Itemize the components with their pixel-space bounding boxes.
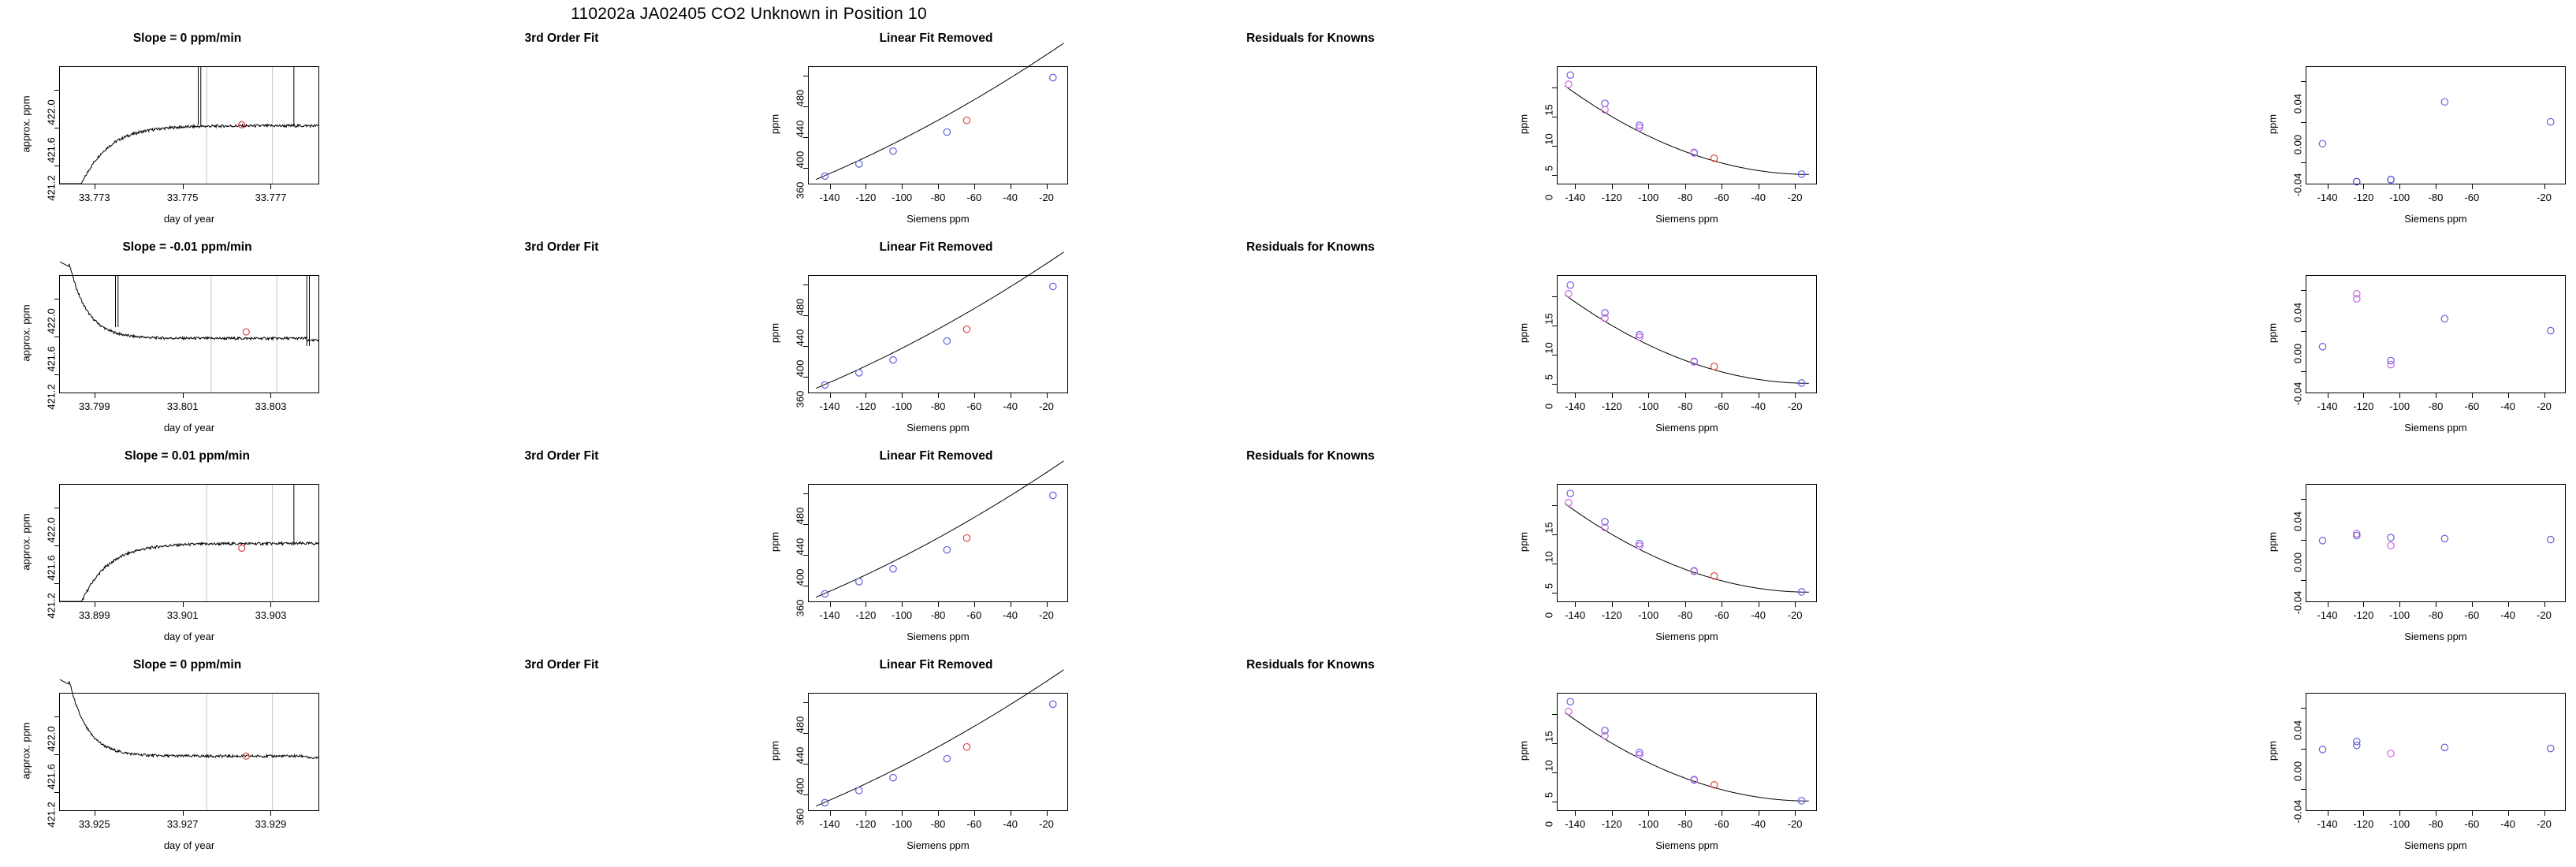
linear-removed-xtickmark [1612,393,1613,398]
linear-removed-xtick-label: -40 [1751,609,1766,621]
linear-removed-xaxis-label: Siemens ppm [1655,631,1718,642]
fit-ytick-label: 480 [794,716,806,734]
residuals-xtickmark [2363,602,2364,607]
residuals-xtick-label: -80 [2428,818,2444,830]
timeseries-xtick-label: 33.773 [78,192,110,203]
residuals-xtickmark [2399,811,2400,816]
residuals-xtickmark [2472,184,2473,189]
linear-removed-xtick-label: -120 [1601,400,1622,412]
linear-removed-xaxis-label: Siemens ppm [1655,839,1718,851]
residuals-xtickmark [2399,184,2400,189]
fit-ytick-label: 400 [794,359,806,377]
fit-xtick-label: -40 [1003,609,1018,621]
residuals-xtickmark [2472,393,2473,398]
residuals-xtick-label: -60 [2464,818,2480,830]
residuals-yaxis-label: ppm [2266,113,2279,135]
fit-xtick-label: -80 [930,609,946,621]
fit-xtick-label: -60 [966,192,982,203]
linear-removed-xtick-label: -20 [1787,192,1803,203]
timeseries-xtick-label: 33.801 [166,400,199,412]
linear-removed-xtick-label: -100 [1638,400,1659,412]
timeseries-plot-area [59,275,319,393]
fit-ytick-label: 360 [794,390,806,407]
linear-removed-ytick-label: 10 [1543,342,1555,354]
timeseries-ytick-label: 421.2 [45,384,58,410]
timeseries-xtick-label: 33.925 [78,818,110,830]
fit-ytick-label: 440 [794,538,806,555]
linear-removed-plot-area [1557,275,1817,393]
residuals-xtick-label: -100 [2389,192,2410,203]
linear-removed-xtickmark [1612,811,1613,816]
timeseries-ytick-label: 421.2 [45,175,58,201]
residuals-ytick-label: 0.04 [2291,303,2304,323]
linear-removed-xtick-label: -100 [1638,609,1659,621]
residuals-title: Residuals for Knowns [1246,449,1375,463]
residuals-yaxis-label: ppm [2266,740,2279,761]
linear-removed-title: Linear Fit Removed [879,658,993,672]
fit-xtick-label: -60 [966,818,982,830]
linear-removed-ytick-label: 15 [1543,312,1555,325]
linear-removed-xtick-label: -80 [1677,818,1693,830]
linear-removed-yaxis-label: ppm [1517,322,1530,344]
residuals-xtickmark [2399,393,2400,398]
linear-removed-plot-area [1557,693,1817,811]
fit-xtick-label: -20 [1039,609,1054,621]
linear-removed-xtickmark [1648,602,1649,607]
linear-removed-yaxis-label: ppm [1517,740,1530,761]
fit-ytick-label: 400 [794,777,806,794]
linear-removed-xtick-label: -100 [1638,818,1659,830]
residuals-xtickmark [2399,602,2400,607]
residuals-yaxis-label: ppm [2266,322,2279,344]
timeseries-xtick-label: 33.929 [255,818,287,830]
linear-removed-yaxis-label: ppm [1517,113,1530,135]
fit-xaxis-label: Siemens ppm [906,631,970,642]
linear-removed-ytick-label: 5 [1543,165,1555,172]
residuals-xtick-label: -80 [2428,192,2444,203]
residuals-xtick-label: -140 [2317,400,2338,412]
residuals-xtick-label: -60 [2464,400,2480,412]
linear-removed-xtickmark [1648,184,1649,189]
residuals-plot-area [2306,484,2566,602]
fit-yaxis-label: ppm [769,113,781,135]
linear-removed-xtick-label: -120 [1601,192,1622,203]
fit-xtick-label: -60 [966,609,982,621]
residuals-xtickmark [2363,393,2364,398]
timeseries-xtickmark [270,393,271,398]
residuals-ytick-label: 0.00 [2291,552,2304,572]
residuals-xaxis-label: Siemens ppm [2404,422,2467,434]
fit-ytick-label: 480 [794,298,806,316]
linear-removed-ytick-label: 5 [1543,791,1555,798]
timeseries-ytick-label: 421.6 [45,764,58,790]
fit-yaxis-label: ppm [769,322,781,344]
linear-removed-xtick-label: -60 [1714,192,1729,203]
residuals-xtick-label: -20 [2537,192,2552,203]
timeseries-plot-area [59,693,319,811]
linear-removed-ytick-label: 10 [1543,760,1555,772]
residuals-xtick-label: -40 [2500,609,2516,621]
timeseries-yaxis-label: approx. ppm [20,95,32,153]
residuals-xtickmark [2508,602,2509,607]
residuals-xtickmark [2544,184,2545,189]
residuals-xtick-label: -60 [2464,609,2480,621]
timeseries-xtickmark [270,811,271,816]
residuals-xtickmark [2544,811,2545,816]
timeseries-ytick-label: 421.2 [45,802,58,828]
linear-removed-xtickmark [1795,184,1796,189]
residuals-xtick-label: -120 [2353,400,2374,412]
fit-title: 3rd Order Fit [524,658,599,672]
linear-removed-ytick-label: 10 [1543,551,1555,563]
linear-removed-title: Linear Fit Removed [879,449,993,463]
residuals-xtick-label: -40 [2500,400,2516,412]
linear-removed-xtickmark [1795,602,1796,607]
linear-removed-xtick-label: -140 [1565,818,1586,830]
residuals-xtick-label: -100 [2389,609,2410,621]
timeseries-title: Slope = -0.01 ppm/min [122,240,252,254]
residuals-ytick-label: -0.04 [2291,381,2304,406]
timeseries-xtickmark [183,393,184,398]
linear-removed-xtickmark [1685,184,1686,189]
residuals-title: Residuals for Knowns [1246,658,1375,672]
linear-removed-ytick-label: 0 [1543,612,1555,619]
linear-removed-ytick-label: 15 [1543,730,1555,742]
fit-ytick-label: 480 [794,89,806,107]
residuals-xtickmark [2363,184,2364,189]
linear-removed-xtick-label: -140 [1565,192,1586,203]
timeseries-xtick-label: 33.775 [166,192,199,203]
residuals-ytick-label: 0.00 [2291,761,2304,781]
fit-xtick-label: -100 [892,400,913,412]
linear-removed-xtickmark [1648,811,1649,816]
residuals-ytick-label: 0.04 [2291,720,2304,741]
linear-removed-xtick-label: -80 [1677,192,1693,203]
fit-yaxis-label: ppm [769,740,781,761]
fit-xtick-label: -80 [930,192,946,203]
linear-removed-xtickmark [1575,811,1576,816]
fit-ytick-label: 480 [794,507,806,525]
linear-removed-ytick-label: 0 [1543,195,1555,201]
residuals-xtick-label: -80 [2428,609,2444,621]
linear-removed-ytick-label: 10 [1543,133,1555,145]
residuals-xtickmark [2544,602,2545,607]
panel-grid [0,28,2552,864]
timeseries-ytick-label: 421.6 [45,346,58,372]
residuals-xtickmark [2508,393,2509,398]
fit-xtick-label: -140 [819,400,840,412]
timeseries-ytick-label: 422.0 [45,99,58,125]
timeseries-xaxis-label: day of year [163,213,215,225]
linear-removed-xtickmark [1612,602,1613,607]
linear-removed-xtickmark [1795,811,1796,816]
timeseries-xtick-label: 33.903 [255,609,287,621]
residuals-ytick-label: 0.04 [2291,94,2304,114]
linear-removed-xtick-label: -140 [1565,400,1586,412]
timeseries-xaxis-label: day of year [163,631,215,642]
timeseries-xtick-label: 33.901 [166,609,199,621]
linear-removed-xaxis-label: Siemens ppm [1655,422,1718,434]
timeseries-ytick-label: 421.6 [45,137,58,163]
residuals-xaxis-label: Siemens ppm [2404,631,2467,642]
residuals-ytick-label: 0.04 [2291,512,2304,532]
timeseries-cell-row2 [0,237,374,446]
timeseries-plot-area [59,484,319,602]
fit-ytick-label: 440 [794,120,806,137]
timeseries-xtickmark [183,811,184,816]
fit-ytick-label: 400 [794,151,806,168]
fit-xtick-label: -100 [892,192,913,203]
residuals-xtickmark [2472,811,2473,816]
fit-xtick-label: -120 [855,818,877,830]
linear-removed-xtick-label: -20 [1787,609,1803,621]
fit-xaxis-label: Siemens ppm [906,213,970,225]
linear-removed-xtickmark [1685,602,1686,607]
fit-ytick-label: 400 [794,568,806,586]
timeseries-ytick-label: 422.0 [45,726,58,752]
timeseries-title: Slope = 0.01 ppm/min [125,449,250,463]
fit-xtick-label: -100 [892,609,913,621]
timeseries-xtick-label: 33.899 [78,609,110,621]
timeseries-cell-row3 [0,446,374,655]
residuals-xtick-label: -120 [2353,192,2374,203]
fit-xtick-label: -40 [1003,192,1018,203]
linear-removed-title: Linear Fit Removed [879,32,993,45]
timeseries-xtickmark [270,184,271,189]
residuals-xtick-label: -20 [2537,818,2552,830]
linear-removed-xtick-label: -80 [1677,400,1693,412]
residuals-xtick-label: -20 [2537,400,2552,412]
fit-xtick-label: -140 [819,609,840,621]
linear-removed-xtick-label: -20 [1787,818,1803,830]
residuals-ytick-label: -0.04 [2291,799,2304,824]
fit-title: 3rd Order Fit [524,240,599,254]
residuals-xaxis-label: Siemens ppm [2404,213,2467,225]
residuals-xtick-label: -100 [2389,400,2410,412]
timeseries-ytick-label: 421.6 [45,555,58,581]
fit-xtick-label: -20 [1039,400,1054,412]
timeseries-plot-area [59,66,319,184]
fit-ytick-label: 360 [794,599,806,616]
fit-xtick-label: -120 [855,192,877,203]
fit-ytick-label: 360 [794,181,806,199]
linear-removed-xtickmark [1575,602,1576,607]
linear-removed-xtick-label: -40 [1751,818,1766,830]
linear-removed-xtick-label: -60 [1714,400,1729,412]
residuals-xtick-label: -140 [2317,609,2338,621]
linear-removed-xtickmark [1575,184,1576,189]
linear-removed-xtickmark [1648,393,1649,398]
linear-removed-yaxis-label: ppm [1517,531,1530,553]
residuals-ytick-label: 0.00 [2291,134,2304,154]
residuals-plot-area [2306,693,2566,811]
timeseries-xtickmark [183,602,184,607]
residuals-plot-area [2306,275,2566,393]
linear-removed-xtickmark [1612,184,1613,189]
linear-removed-xtick-label: -80 [1677,609,1693,621]
residuals-xtick-label: -40 [2500,818,2516,830]
fit-xtick-label: -140 [819,192,840,203]
residuals-xtick-label: -20 [2537,609,2552,621]
linear-removed-xtick-label: -120 [1601,609,1622,621]
fit-xtick-label: -100 [892,818,913,830]
residuals-yaxis-label: ppm [2266,531,2279,553]
residuals-xtickmark [2544,393,2545,398]
residuals-xtickmark [2363,811,2364,816]
linear-removed-ytick-label: 15 [1543,521,1555,534]
linear-removed-xtick-label: -40 [1751,400,1766,412]
fit-xtick-label: -40 [1003,400,1018,412]
timeseries-title: Slope = 0 ppm/min [132,32,242,45]
fit-yaxis-label: ppm [769,531,781,553]
timeseries-ytick-label: 422.0 [45,308,58,334]
fit-xtick-label: -20 [1039,818,1054,830]
timeseries-cell-row1 [0,28,374,237]
linear-removed-xtickmark [1575,393,1576,398]
linear-removed-xtick-label: -20 [1787,400,1803,412]
residuals-xtick-label: -60 [2464,192,2480,203]
linear-removed-ytick-label: 0 [1543,404,1555,410]
residuals-xaxis-label: Siemens ppm [2404,839,2467,851]
timeseries-xaxis-label: day of year [163,839,215,851]
linear-removed-title: Linear Fit Removed [879,240,993,254]
linear-removed-xtick-label: -60 [1714,818,1729,830]
fit-xaxis-label: Siemens ppm [906,839,970,851]
residuals-title: Residuals for Knowns [1246,240,1375,254]
fit-ytick-label: 440 [794,746,806,764]
timeseries-cell-row4 [0,655,374,864]
linear-removed-xaxis-label: Siemens ppm [1655,213,1718,225]
linear-removed-ytick-label: 5 [1543,374,1555,381]
residuals-xtickmark [2472,602,2473,607]
timeseries-xaxis-label: day of year [163,422,215,434]
residuals-plot-area [2306,66,2566,184]
timeseries-xtick-label: 33.927 [166,818,199,830]
fit-xtick-label: -80 [930,818,946,830]
fit-title: 3rd Order Fit [524,449,599,463]
linear-removed-xtickmark [1685,811,1686,816]
timeseries-xtickmark [270,602,271,607]
linear-removed-xtickmark [1685,393,1686,398]
residuals-xtick-label: -120 [2353,818,2374,830]
timeseries-yaxis-label: approx. ppm [20,304,32,362]
timeseries-ytick-label: 422.0 [45,517,58,543]
linear-removed-ytick-label: 15 [1543,103,1555,116]
residuals-ytick-label: 0.00 [2291,343,2304,363]
residuals-xtick-label: -140 [2317,818,2338,830]
timeseries-xtick-label: 33.799 [78,400,110,412]
timeseries-ytick-label: 421.2 [45,593,58,619]
fit-xtick-label: -20 [1039,192,1054,203]
linear-removed-xtick-label: -100 [1638,192,1659,203]
residuals-xtick-label: -80 [2428,400,2444,412]
timeseries-yaxis-label: approx. ppm [20,722,32,780]
fit-title: 3rd Order Fit [524,32,599,45]
fit-xaxis-label: Siemens ppm [906,422,970,434]
fit-xtick-label: -40 [1003,818,1018,830]
linear-removed-xtick-label: -60 [1714,609,1729,621]
timeseries-xtickmark [183,184,184,189]
linear-removed-ytick-label: 0 [1543,821,1555,828]
fit-xtick-label: -120 [855,609,877,621]
residuals-xtick-label: -140 [2317,192,2338,203]
residuals-xtick-label: -120 [2353,609,2374,621]
timeseries-yaxis-label: approx. ppm [20,513,32,571]
page-title: 110202a JA02405 CO2 Unknown in Position 10 [571,5,927,23]
residuals-ytick-label: -0.04 [2291,173,2304,197]
timeseries-title: Slope = 0 ppm/min [132,658,242,672]
residuals-xtickmark [2508,811,2509,816]
linear-removed-xtick-label: -140 [1565,609,1586,621]
fit-xtick-label: -80 [930,400,946,412]
linear-removed-xtickmark [1795,393,1796,398]
residuals-ytick-label: -0.04 [2291,590,2304,615]
fit-xtick-label: -60 [966,400,982,412]
fit-ytick-label: 360 [794,808,806,825]
timeseries-xtick-label: 33.803 [255,400,287,412]
linear-removed-xtick-label: -40 [1751,192,1766,203]
linear-removed-plot-area [1557,66,1817,184]
residuals-xtick-label: -100 [2389,818,2410,830]
linear-removed-ytick-label: 5 [1543,582,1555,590]
fit-xtick-label: -140 [819,818,840,830]
fit-xtick-label: -120 [855,400,877,412]
linear-removed-xtick-label: -120 [1601,818,1622,830]
timeseries-xtick-label: 33.777 [255,192,287,203]
residuals-title: Residuals for Knowns [1246,32,1375,45]
fit-ytick-label: 440 [794,329,806,346]
linear-removed-plot-area [1557,484,1817,602]
